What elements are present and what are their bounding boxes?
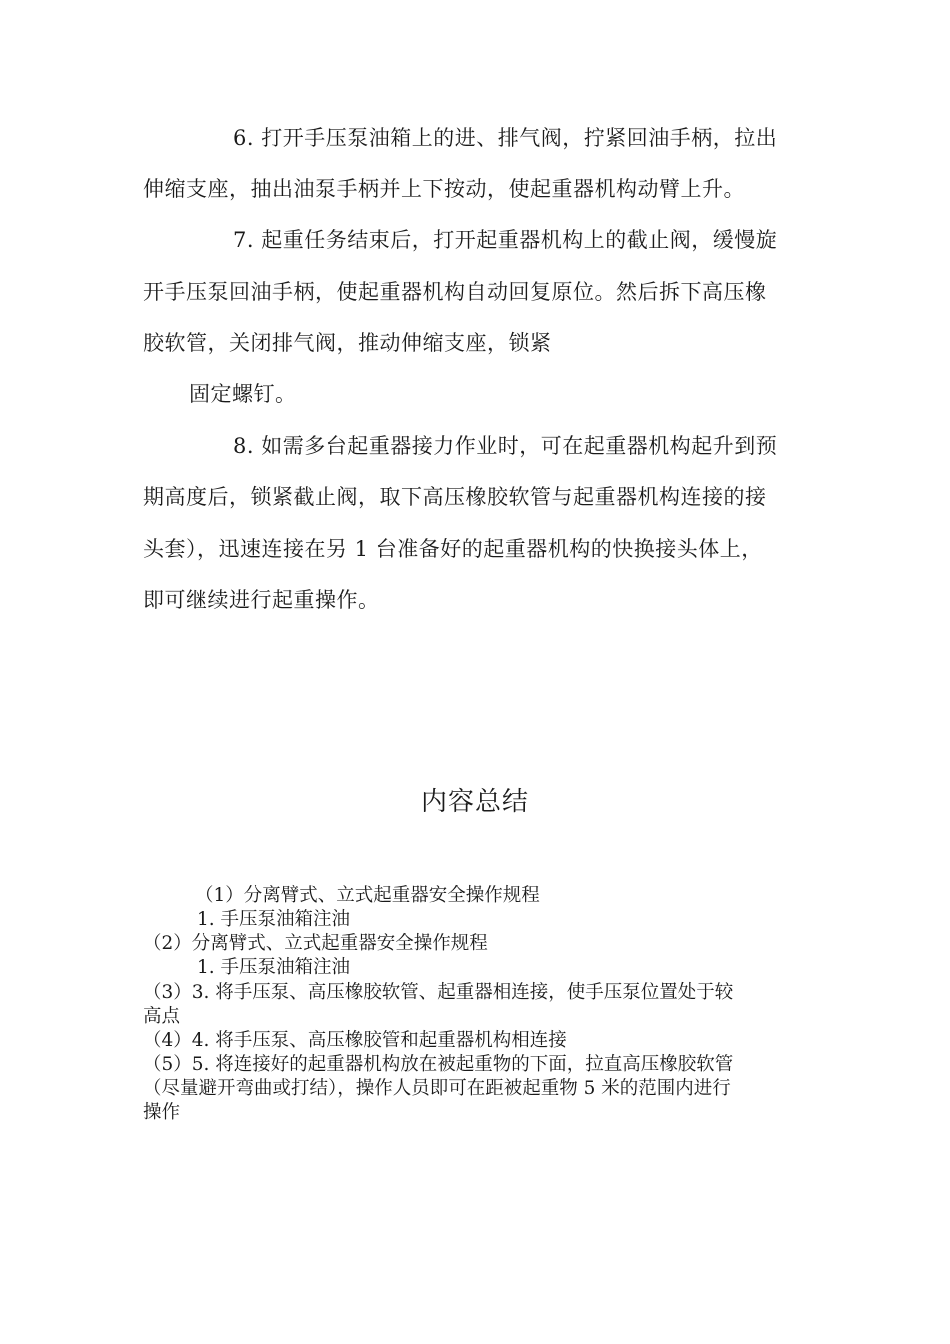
paragraph-6-line-1: 6. 打开手压泵油箱上的进、排气阀，拧紧回油手柄，拉出 (233, 126, 778, 150)
summary-line-8: （5）5. 将连接好的起重器机构放在被起重物的下面，拉直高压橡胶软管 (143, 1054, 734, 1075)
summary-title: 内容总结 (420, 787, 529, 817)
paragraph-7-line-3: 胶软管，关闭排气阀，推动伸缩支座，锁紧 (143, 331, 552, 355)
paragraph-7-line-2: 开手压泵回油手柄，使起重器机构自动回复原位。然后拆下高压橡 (143, 280, 767, 304)
paragraph-7-line-1: 7. 起重任务结束后，打开起重器机构上的截止阀，缓慢旋 (233, 228, 778, 252)
paragraph-6-line-2: 伸缩支座，抽出油泵手柄并上下按动，使起重器机构动臂上升。 (143, 177, 745, 201)
summary-line-2: 1. 手压泵油箱注油 (197, 909, 351, 930)
paragraph-8-line-4: 即可继续进行起重操作。 (143, 588, 380, 612)
paragraph-8-line-2: 期高度后，锁紧截止阀，取下高压橡胶软管与起重器机构连接的接 (143, 485, 767, 509)
summary-line-5: （3）3. 将手压泵、高压橡胶软管、起重器相连接，使手压泵位置处于较 (143, 982, 734, 1003)
summary-line-3: （2）分离臂式、立式起重器安全操作规程 (143, 933, 488, 954)
summary-line-1: （1）分离臂式、立式起重器安全操作规程 (195, 885, 540, 906)
summary-line-7: （4）4. 将手压泵、高压橡胶管和起重器机构相连接 (143, 1030, 567, 1051)
paragraph-8-line-1: 8. 如需多台起重器接力作业时，可在起重器机构起升到预 (233, 434, 778, 458)
summary-line-4: 1. 手压泵油箱注油 (197, 957, 351, 978)
summary-line-10: 操作 (143, 1102, 181, 1123)
paragraph-7-line-4: 固定螺钉。 (189, 382, 297, 406)
paragraph-8-line-3: 头套），迅速连接在另 1 台准备好的起重器机构的快换接头体上， (143, 537, 763, 561)
summary-line-9: （尽量避开弯曲或打结），操作人员即可在距被起重物 5 米的范围内进行 (143, 1078, 731, 1099)
summary-line-6: 高点 (143, 1006, 181, 1027)
